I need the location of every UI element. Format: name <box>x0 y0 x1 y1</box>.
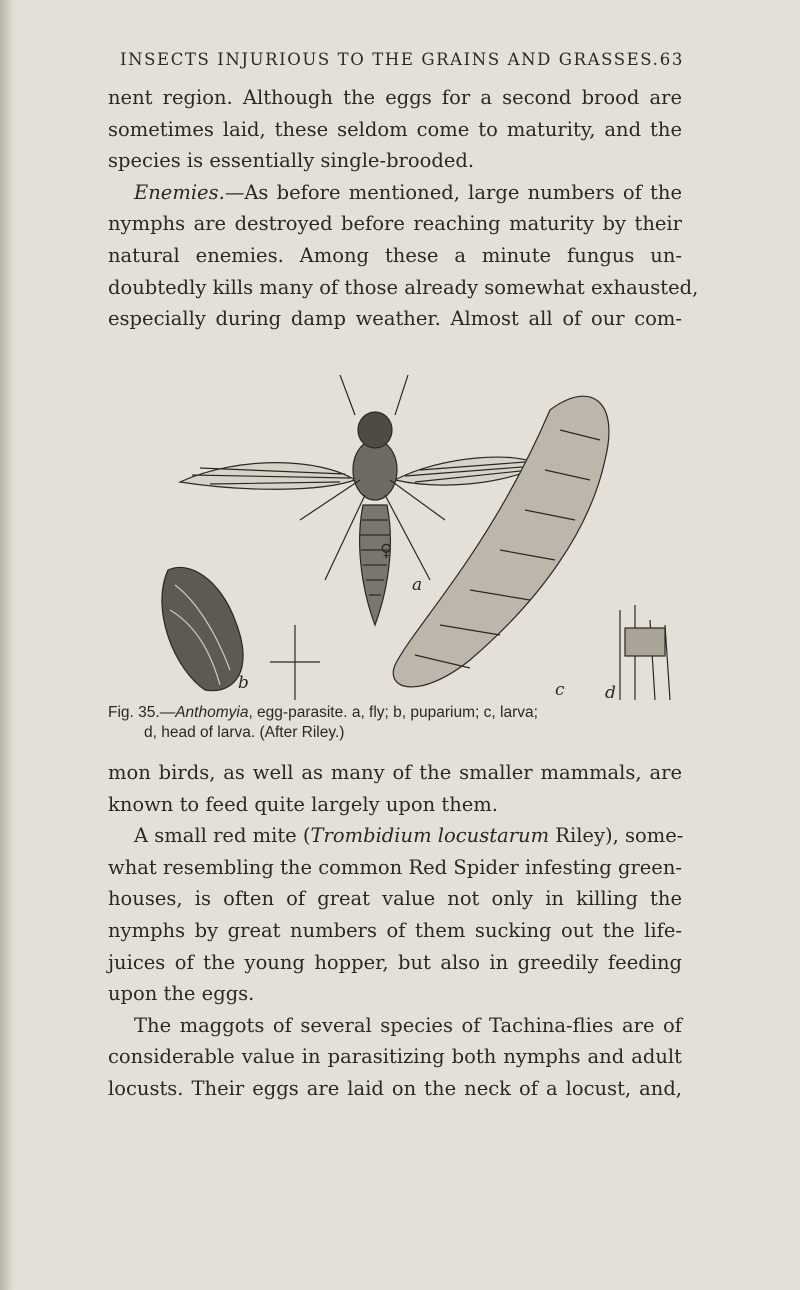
mite-species-name: Trombidium locustarum <box>310 824 550 848</box>
page-gutter-shadow <box>0 0 14 1290</box>
text-line: nymphs are destroyed before reaching maturity by their <box>108 212 682 236</box>
text-line: natural enemies. Among these a minute fungus un- <box>108 243 682 267</box>
label-d: d <box>605 683 616 700</box>
label-b: b <box>238 673 249 693</box>
bottom-text <box>108 757 682 1105</box>
figure-caption <box>108 703 682 743</box>
caption-line-2: d, head of larva. (After Riley.) <box>144 724 345 741</box>
caption-genus: Anthomyia <box>175 704 249 721</box>
text-line: nymphs by great numbers of them sucking out the life- <box>108 918 682 942</box>
text-line: doubtedly kills many of those already somewhat exhausted, <box>108 275 699 299</box>
enemies-heading: Enemies. <box>134 180 225 204</box>
text-line: known to feed quite largely upon them. <box>108 792 498 816</box>
enemies-first-line <box>108 177 682 209</box>
female-symbol-label: ♀ <box>380 541 393 561</box>
text-line: considerable value in parasitizing both nymphs and adult <box>108 1045 682 1069</box>
text-line: upon the eggs. <box>108 982 255 1006</box>
caption-fig-number: Fig. 35.— <box>108 704 176 721</box>
label-c: c <box>555 680 565 700</box>
running-title: INSECTS INJURIOUS TO THE GRAINS AND GRASSES. <box>120 50 660 69</box>
mite-line-start: A small red mite ( <box>134 824 311 848</box>
text-line: juices of the young hopper, but also in greedily feeding <box>108 950 682 974</box>
text-line: species is essentially single-brooded. <box>108 149 475 173</box>
text-line: houses, is often of great value not only in killing the <box>108 887 682 911</box>
text-line: what resembling the common Red Spider infesting green- <box>108 855 682 879</box>
page-number: 63 <box>659 50 684 69</box>
scale-bar <box>270 625 320 700</box>
label-a: a <box>412 575 423 595</box>
mite-first-line <box>108 820 682 852</box>
text-line: locusts. Their eggs are laid on the neck of a locust, and, <box>108 1076 682 1100</box>
caption-line-1-rest: , egg-parasite. a, fly; b, puparium; c, larva; <box>248 704 538 721</box>
text-line: nent region. Although the eggs for a second brood are <box>108 86 682 109</box>
text-line: especially during damp weather. Almost all of our com- <box>108 307 682 331</box>
text-line: sometimes laid, these seldom come to maturity, and the <box>108 117 682 141</box>
caption-line-1 <box>108 703 682 723</box>
top-paragraph <box>108 82 699 335</box>
enemies-first-line-text: —As before mentioned, large numbers of the <box>224 180 682 204</box>
text-line: The maggots of several species of Tachina-flies are of <box>134 1013 682 1037</box>
larva-head-d-drawing <box>620 605 670 700</box>
anthomyia-illustration <box>150 370 710 700</box>
mite-line-end: Riley), some- <box>549 824 684 848</box>
puparium-b-drawing <box>162 567 243 690</box>
larva-c-drawing <box>393 396 609 687</box>
text-line: mon birds, as well as many of the smaller mammals, are <box>108 761 682 784</box>
running-header <box>120 50 684 69</box>
